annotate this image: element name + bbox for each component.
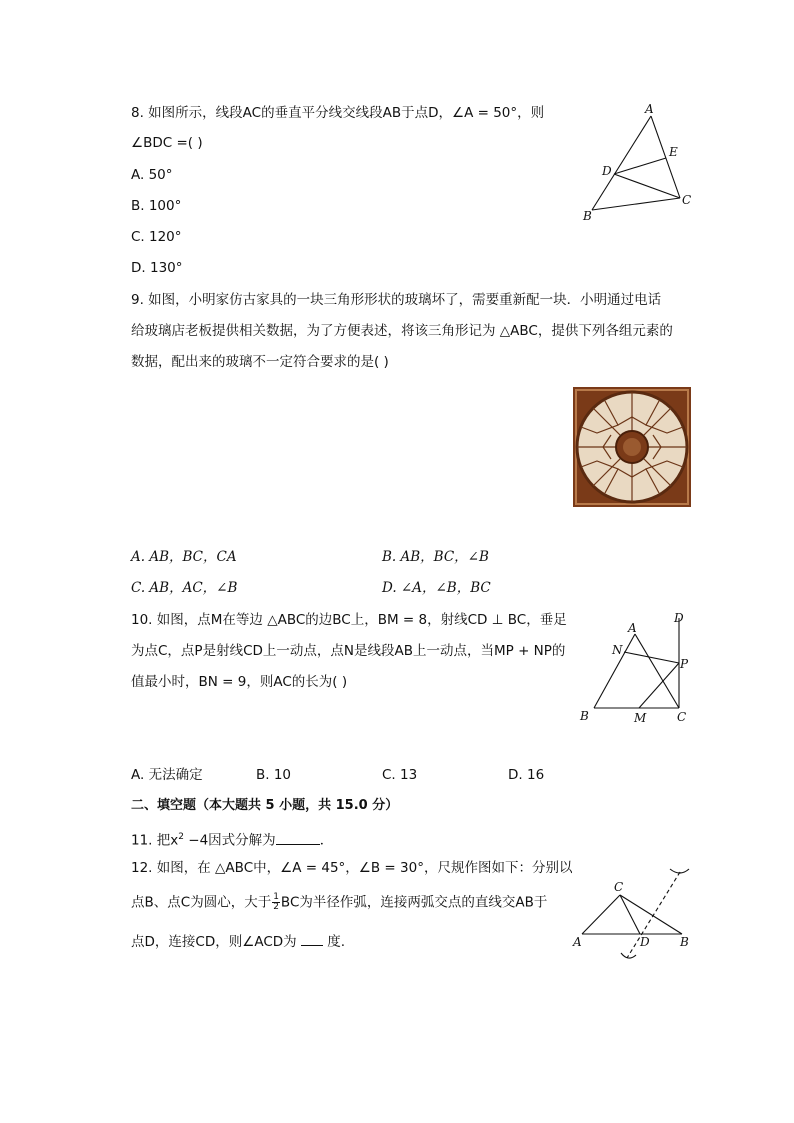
q12-line3-post: 度.	[322, 934, 346, 950]
q8-label-a: A	[645, 102, 654, 116]
q12-stem-line2	[131, 893, 547, 912]
antique-glass-window-image	[573, 387, 691, 507]
q12-compass-construction-figure	[570, 858, 695, 968]
q9-stem-line3: 数据，配出来的玻璃不一定符合要求的是( )	[131, 354, 389, 370]
q8-triangle-figure	[578, 100, 698, 225]
q12-line2-post: BC为半径作弧，连接两弧交点的直线交AB于	[280, 894, 548, 911]
q10-label-c: C	[677, 710, 687, 724]
q8-option-c: C. 120°	[131, 229, 182, 245]
q12-fraction-half	[272, 893, 280, 912]
q10-label-a: A	[628, 621, 637, 635]
q11-answer-blank	[276, 844, 320, 845]
q11-exponent: 2	[178, 832, 184, 842]
q8-label-c: C	[682, 193, 692, 207]
q8-stem-line1: 8. 如图所示，线段AC的垂直平分线交线段AB于点D，∠A = 50°，则	[131, 105, 545, 121]
q9-option-d: D. ∠A，∠B，BC	[382, 580, 491, 596]
q9-option-c: C. AB，AC，∠B	[131, 580, 238, 596]
q12-label-d: D	[640, 935, 650, 949]
q8-option-b: B. 100°	[131, 198, 182, 214]
section-fill-in-title: 二、填空题（本大题共 5 小题，共 15.0 分）	[131, 798, 399, 813]
q12-fraction-numerator: 1	[273, 892, 279, 902]
q8-label-b: B	[583, 209, 592, 223]
q9-option-b: B. AB，BC，∠B	[382, 549, 489, 565]
q12-fraction-denominator: 2	[273, 902, 279, 912]
q8-label-d: D	[602, 164, 612, 178]
q12-label-a: A	[573, 935, 582, 949]
q10-option-a: A. 无法确定	[131, 767, 203, 783]
q12-label-c: C	[614, 880, 624, 894]
q9-option-a: A. AB，BC，CA	[131, 549, 237, 565]
q8-label-e: E	[669, 145, 678, 159]
q10-label-m: M	[634, 711, 647, 725]
q11-text-post: −4因式分解为	[183, 832, 276, 849]
q10-label-b: B	[580, 709, 589, 723]
q11-text-pre: 11. 把x	[131, 832, 179, 849]
q8-option-d: D. 130°	[131, 260, 183, 276]
q10-label-d: D	[674, 611, 684, 625]
q9-stem-line1: 9. 如图，小明家仿古家具的一块三角形形状的玻璃坏了，需要重新配一块．小明通过电话	[131, 292, 662, 308]
q11-stem	[131, 828, 333, 850]
q11-text-end: ．	[319, 832, 334, 849]
q8-option-a: A. 50°	[131, 167, 173, 183]
q12-line2-pre: 点B、点C为圆心，大于	[131, 894, 272, 911]
q12-line3-pre: 点D，连接CD，则∠ACD为	[131, 934, 301, 950]
q10-label-p: P	[680, 657, 689, 671]
q9-stem-line2: 给玻璃店老板提供相关数据，为了方便表述，将该三角形记为 △ABC，提供下列各组元素的	[131, 323, 673, 339]
q10-stem-line1: 10. 如图，点M在等边 △ABC的边BC上，BM = 8，射线CD ⊥ BC，垂足	[131, 612, 567, 628]
q10-option-d: D. 16	[508, 767, 545, 783]
q12-answer-blank	[301, 945, 323, 946]
q12-label-b: B	[680, 935, 689, 949]
q8-stem-line2: ∠BDC =( )	[131, 135, 203, 151]
q10-equilateral-triangle-figure	[576, 608, 694, 732]
q10-option-b: B. 10	[256, 767, 292, 783]
q10-label-n: N	[612, 643, 623, 657]
q12-stem-line1: 12. 如图，在 △ABC中，∠A = 45°，∠B = 30°，尺规作图如下：分别以	[131, 860, 573, 876]
q10-stem-line2: 为点C，点P是射线CD上一动点，点N是线段AB上一动点，当MP + NP的	[131, 643, 566, 659]
q10-option-c: C. 13	[382, 767, 418, 783]
q10-stem-line3: 值最小时，BN = 9，则AC的长为( )	[131, 674, 348, 690]
q12-stem-line3	[131, 933, 345, 951]
